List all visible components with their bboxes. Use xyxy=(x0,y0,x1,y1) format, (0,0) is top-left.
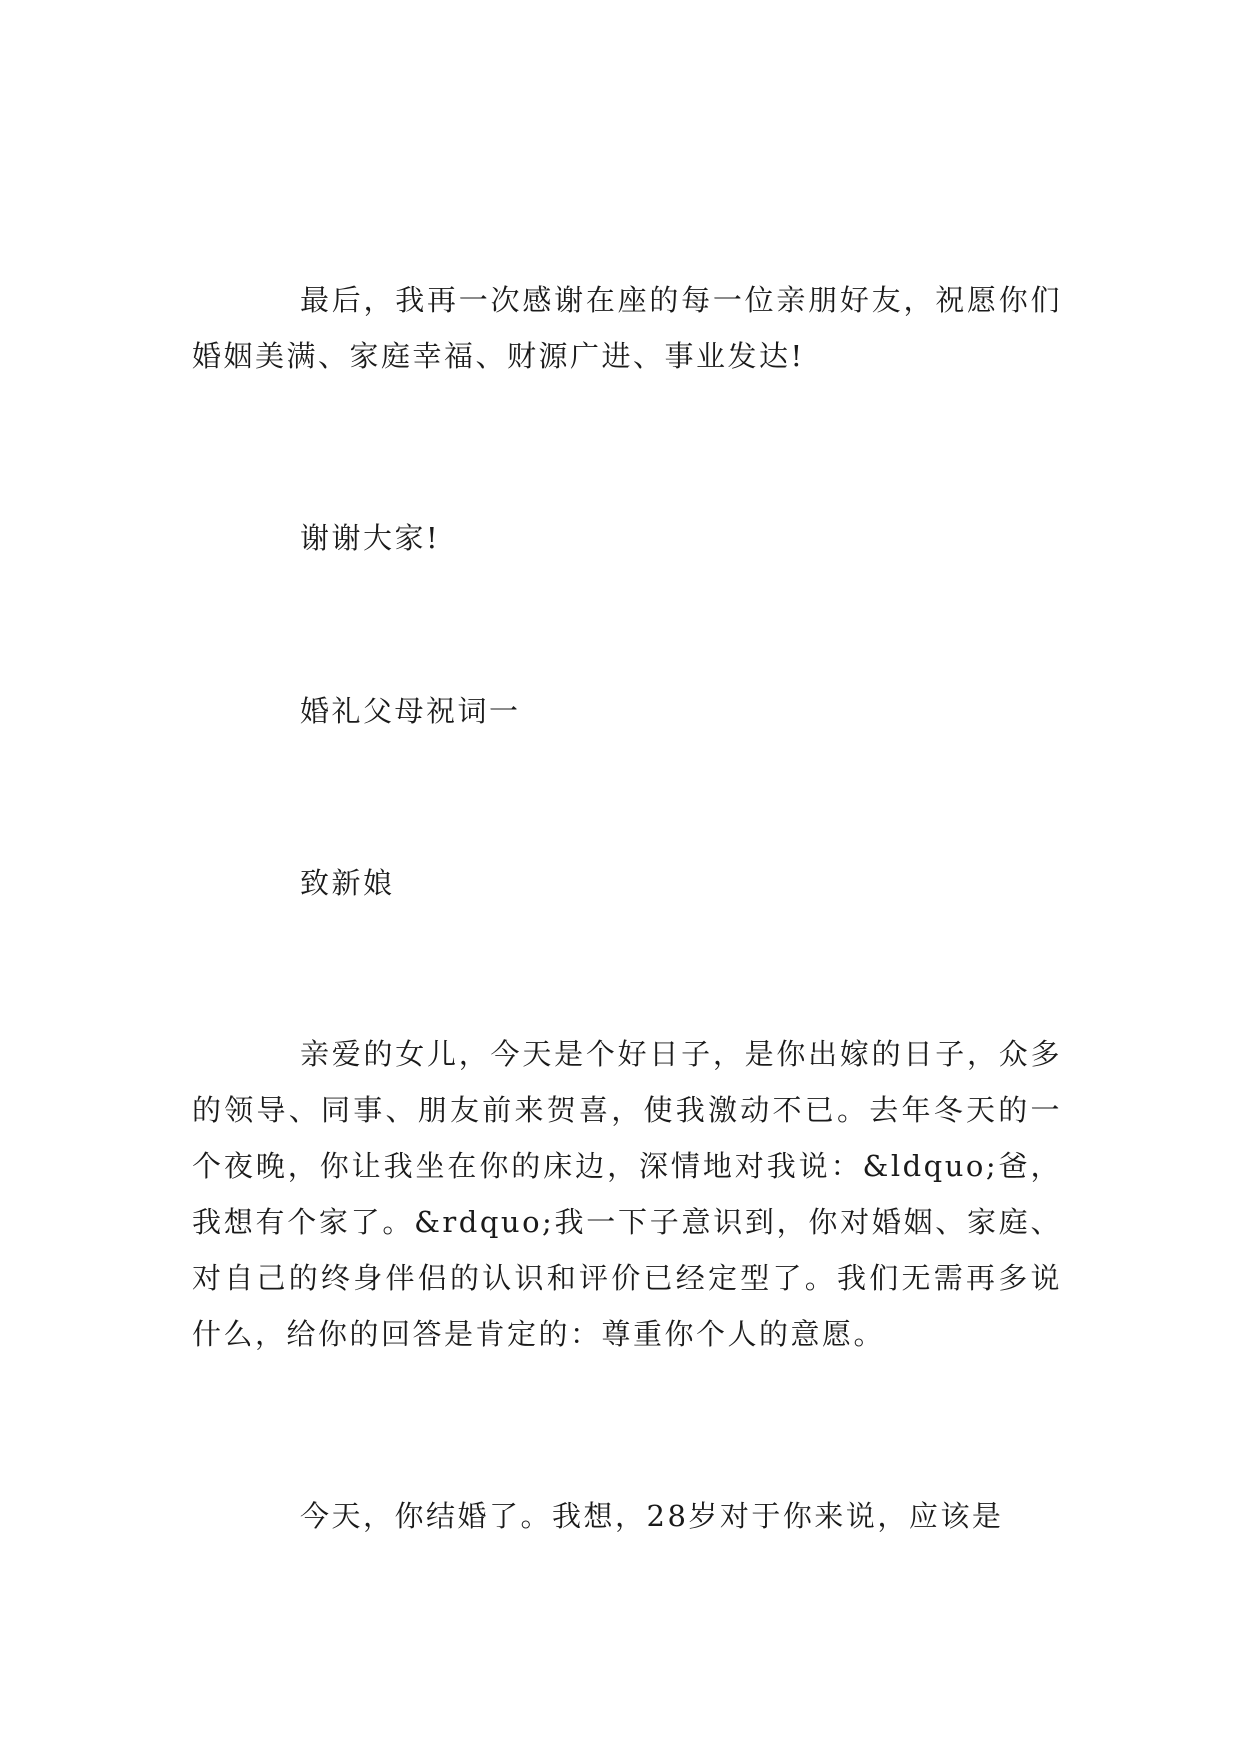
thanks-line: 谢谢大家! xyxy=(300,521,441,555)
section-heading: 婚礼父母祝词一 xyxy=(300,694,521,728)
body-paragraph: 亲爱的女儿，今天是个好日子，是你出嫁的日子，众多的领导、同事、朋友前来贺喜，使我激动不已。去年冬天的一个夜晚，你让我坐在你的床边，深情地对我说：&ldquo;爸，我想有个家了。&rdquo;我一下子意识到，你对婚姻、家庭、对自己的终身伴侣的认识和评价已经定型了。我们无需再多说什么，给你的回答是肯定的：尊重你个人的意愿。 xyxy=(192,1037,1062,1351)
closing-wishes-paragraph: 最后，我再一次感谢在座的每一位亲朋好友，祝愿你们婚姻美满、家庭幸福、财源广进、事业发达! xyxy=(192,283,1062,373)
addressee-line: 致新娘 xyxy=(300,866,395,900)
body-paragraph-continued: 今天，你结婚了。我想，28岁对于你来说，应该是 xyxy=(300,1499,1004,1533)
